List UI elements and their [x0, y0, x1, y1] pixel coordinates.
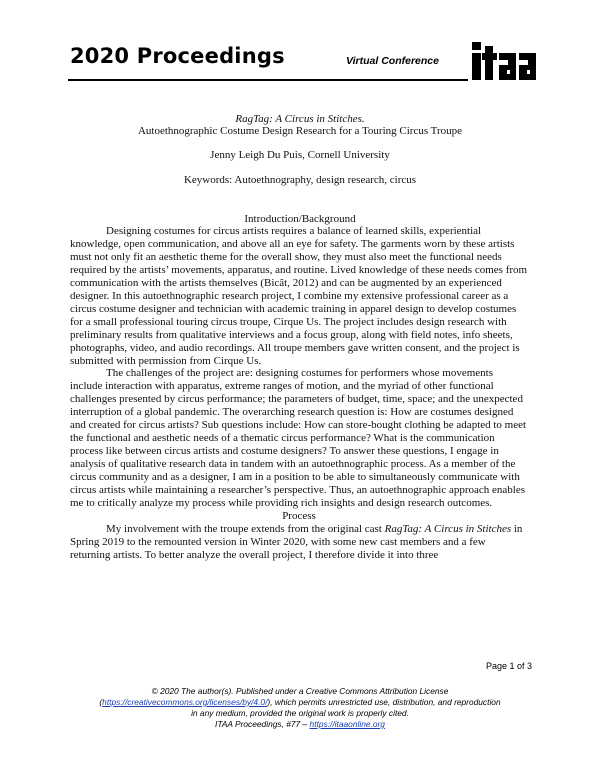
footer-copyright: © 2020 The author(s). Published under a Creative Commons Attribution License: [151, 686, 449, 696]
intro-paragraph-2: The challenges of the project are: designing costumes for performers whose movements include interaction with apparatus, extreme ranges of motion, and the myriad of other functional challenges presented by circus performance; the parameters of budget, time, space; and the unexpected interruption of a global pandemic. The overarching research question is: How are costumes designed and created for circus artists? Sub questions include: How can store-bought clothing be adapted to meet the functional and aesthetic needs of a thematic circus performance? What is the communication process like between circus artists and costume designers? To answer these questions, I engage in analysis of qualitative research data in tandem with an autoethnographic process. As a member of the circus community and as a designer, I am in a position to be able to simultaneously communicate with circus artists while maintaining a researcher’s perspective. Thus, an autoethnographic approach enables me to critically analyze my process while providing rich insights and design research outcomes.: [70, 367, 527, 510]
footer-license-line: [60, 697, 540, 708]
body-text: [70, 225, 528, 562]
conference-label: Virtual Conference: [346, 55, 439, 67]
proceedings-number: ITAA Proceedings, #77 –: [215, 719, 310, 729]
footer: [60, 686, 540, 730]
license-link[interactable]: https://creativecommons.org/licenses/by/4.0/: [102, 697, 268, 707]
process-text-a: My involvement with the troupe extends from the original cast: [106, 522, 385, 535]
itaa-logo: [471, 40, 537, 82]
author-line: Jenny Leigh Du Puis, Cornell University: [210, 149, 390, 161]
paren-open: (: [99, 697, 103, 707]
footer-proceedings-line: [60, 719, 540, 730]
process-text-b: in Spring 2019 to the remounted version in Winter 2020, with some new cast members and a few returning artists. To better analyze the overall project, I therefore divide it into three: [70, 522, 523, 561]
keywords-line: Keywords: Autoethnography, design research, circus: [183, 174, 417, 186]
page-number: Page 1 of 3: [485, 661, 532, 671]
intro-heading: Introduction/Background: [244, 213, 356, 225]
itaa-site-link[interactable]: https://itaaonline.org: [309, 719, 385, 729]
footer-citation: in any medium, provided the original work is properly cited.: [191, 708, 409, 718]
process-paragraph-1: [70, 523, 528, 562]
header-rule: [68, 79, 468, 81]
footer-license-rest: ), which permits unrestricted use, distribution, and reproduction: [267, 697, 501, 707]
process-heading: Process: [282, 509, 316, 522]
proceedings-title: 2020 Proceedings: [70, 44, 285, 68]
show-title: RagTag: A Circus in Stitches: [384, 522, 512, 535]
paper-title: RagTag: A Circus in Stitches.: [235, 113, 365, 125]
intro-paragraph-1: Designing costumes for circus artists requires a balance of learned skills, experiential knowledge, open communication, and above all an eye for safety. The garments worn by these artists must not only fit an aesthetic theme for the overall show, they must also meet the functional needs required by the artists’ movements, apparatus, and routine. Lived knowledge of these needs comes from communication with the artists themselves (Bicât, 2012) and can be augmented by an experienced designer. In this autoethnographic research project, I combine my extensive professional career as a circus costume designer and technician with academic training in apparel design to develop costumes for a small professional touring circus troupe, Cirque Us. The project includes design research with preliminary results from qualitative interviews and a focus group, along with field notes, info sheets, photographs, video, and audio recordings. All troupe members gave written consent, and the project is submitted with permission from Cirque Us.: [70, 225, 528, 367]
paper-subtitle: Autoethnographic Costume Design Research for a Touring Circus Troupe: [137, 125, 463, 137]
